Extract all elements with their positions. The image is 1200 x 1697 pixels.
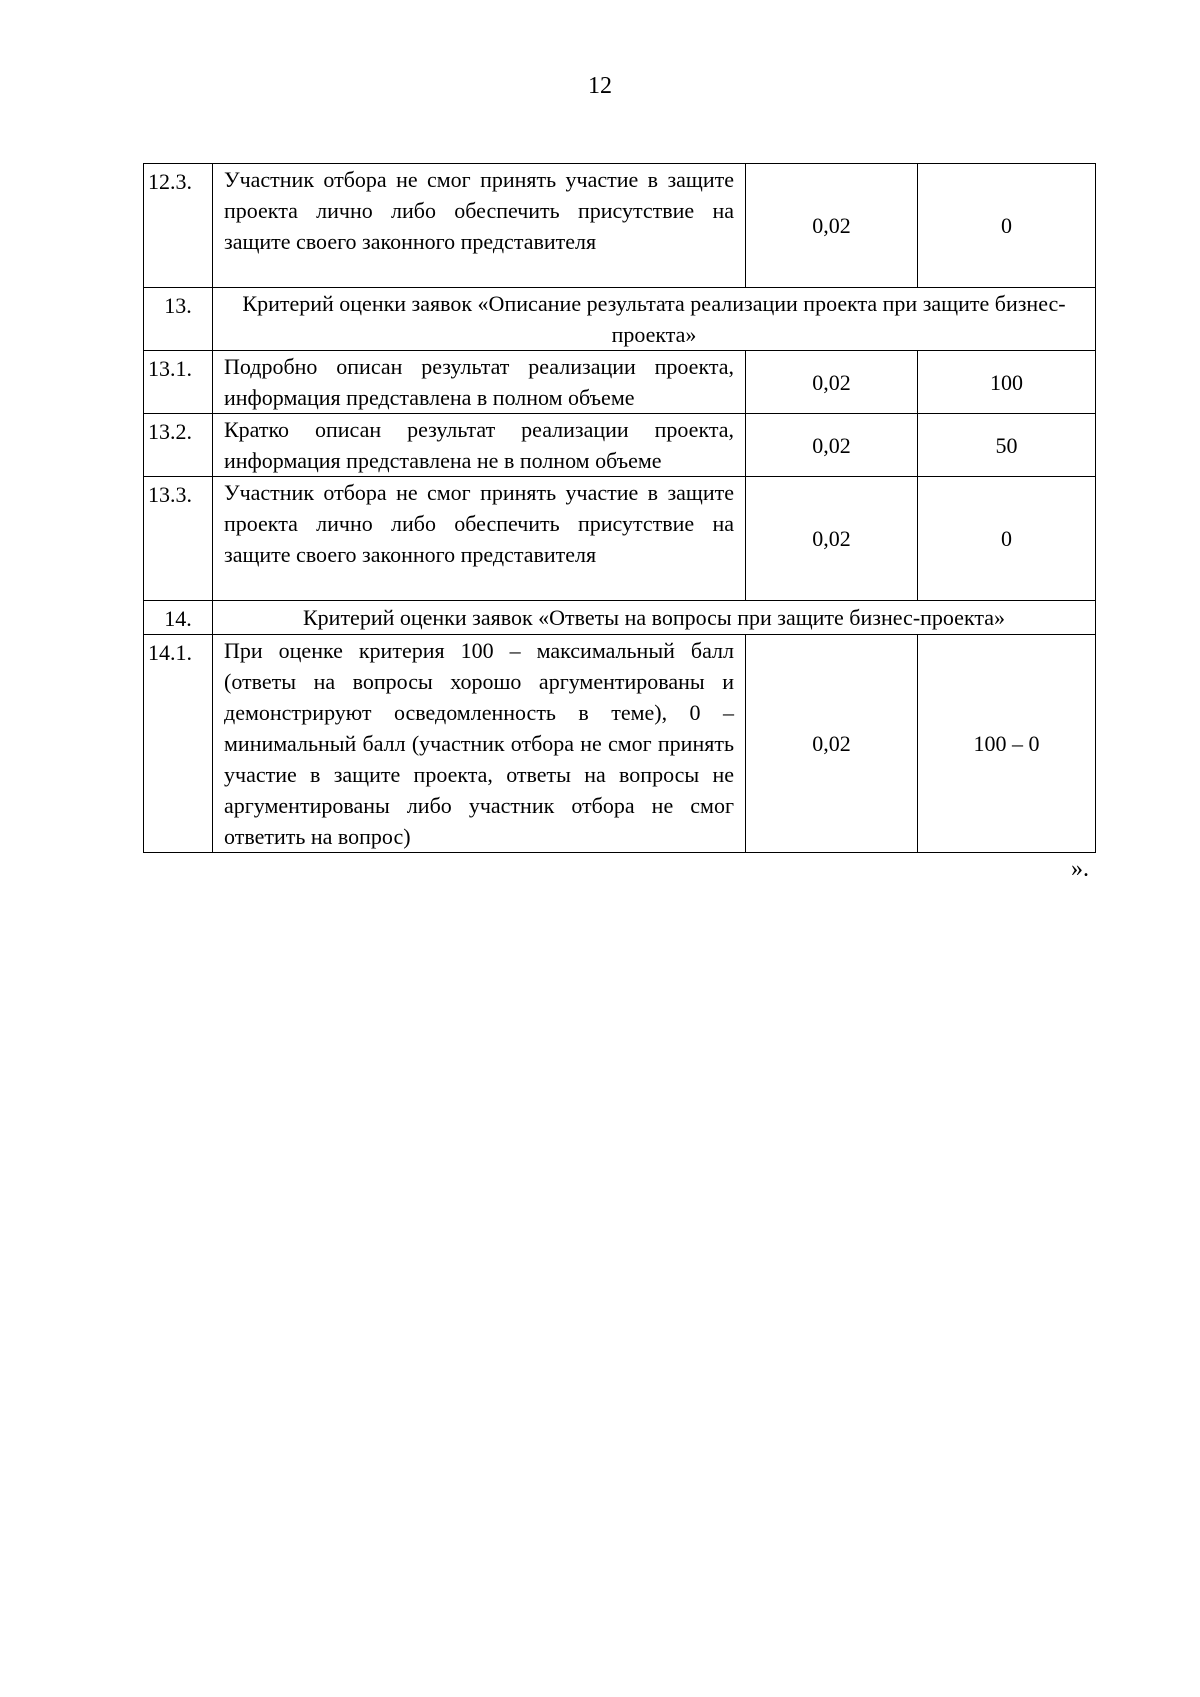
criterion-weight: 0,02 — [746, 414, 918, 477]
row-number: 13.2. — [144, 414, 213, 477]
criterion-weight: 0,02 — [746, 477, 918, 601]
closing-quote-mark: ». — [1071, 856, 1089, 882]
criterion-score: 0 — [918, 477, 1096, 601]
section-number: 14. — [144, 601, 213, 635]
section-heading-row — [144, 601, 1096, 635]
table-row — [144, 414, 1096, 477]
row-number: 13.1. — [144, 351, 213, 414]
row-number: 14.1. — [144, 635, 213, 853]
row-number: 13.3. — [144, 477, 213, 601]
criterion-description: Кратко описан результат реализации проекта, информация представлена не в полном объеме — [213, 414, 746, 477]
section-heading-row — [144, 288, 1096, 351]
table-row — [144, 477, 1096, 601]
criterion-description: Подробно описан результат реализации проекта, информация представлена в полном объеме — [213, 351, 746, 414]
criterion-score: 100 — [918, 351, 1096, 414]
criterion-weight: 0,02 — [746, 635, 918, 853]
criterion-description: При оценке критерия 100 – максимальный балл (ответы на вопросы хорошо аргументированы и демонстрируют осведомленность в теме), 0 – минимальный балл (участник отбора не смог принять участие в защите проекта, ответы на вопросы не аргументированы либо участник отбора не смог ответить на вопрос) — [213, 635, 746, 853]
criterion-weight: 0,02 — [746, 351, 918, 414]
criterion-score: 0 — [918, 164, 1096, 288]
section-title: Критерий оценки заявок «Описание результата реализации проекта при защите бизнес-проекта» — [213, 288, 1096, 351]
criteria-table — [143, 163, 1096, 853]
criterion-score: 50 — [918, 414, 1096, 477]
criterion-description: Участник отбора не смог принять участие в защите проекта лично либо обеспечить присутствие на защите своего законного представителя — [213, 164, 746, 288]
criterion-description: Участник отбора не смог принять участие в защите проекта лично либо обеспечить присутствие на защите своего законного представителя — [213, 477, 746, 601]
table-row — [144, 351, 1096, 414]
table-row — [144, 164, 1096, 288]
section-title: Критерий оценки заявок «Ответы на вопросы при защите бизнес-проекта» — [213, 601, 1096, 635]
table-row — [144, 635, 1096, 853]
page-number: 12 — [588, 73, 612, 99]
row-number: 12.3. — [144, 164, 213, 288]
criterion-score: 100 – 0 — [918, 635, 1096, 853]
criterion-weight: 0,02 — [746, 164, 918, 288]
section-number: 13. — [144, 288, 213, 351]
